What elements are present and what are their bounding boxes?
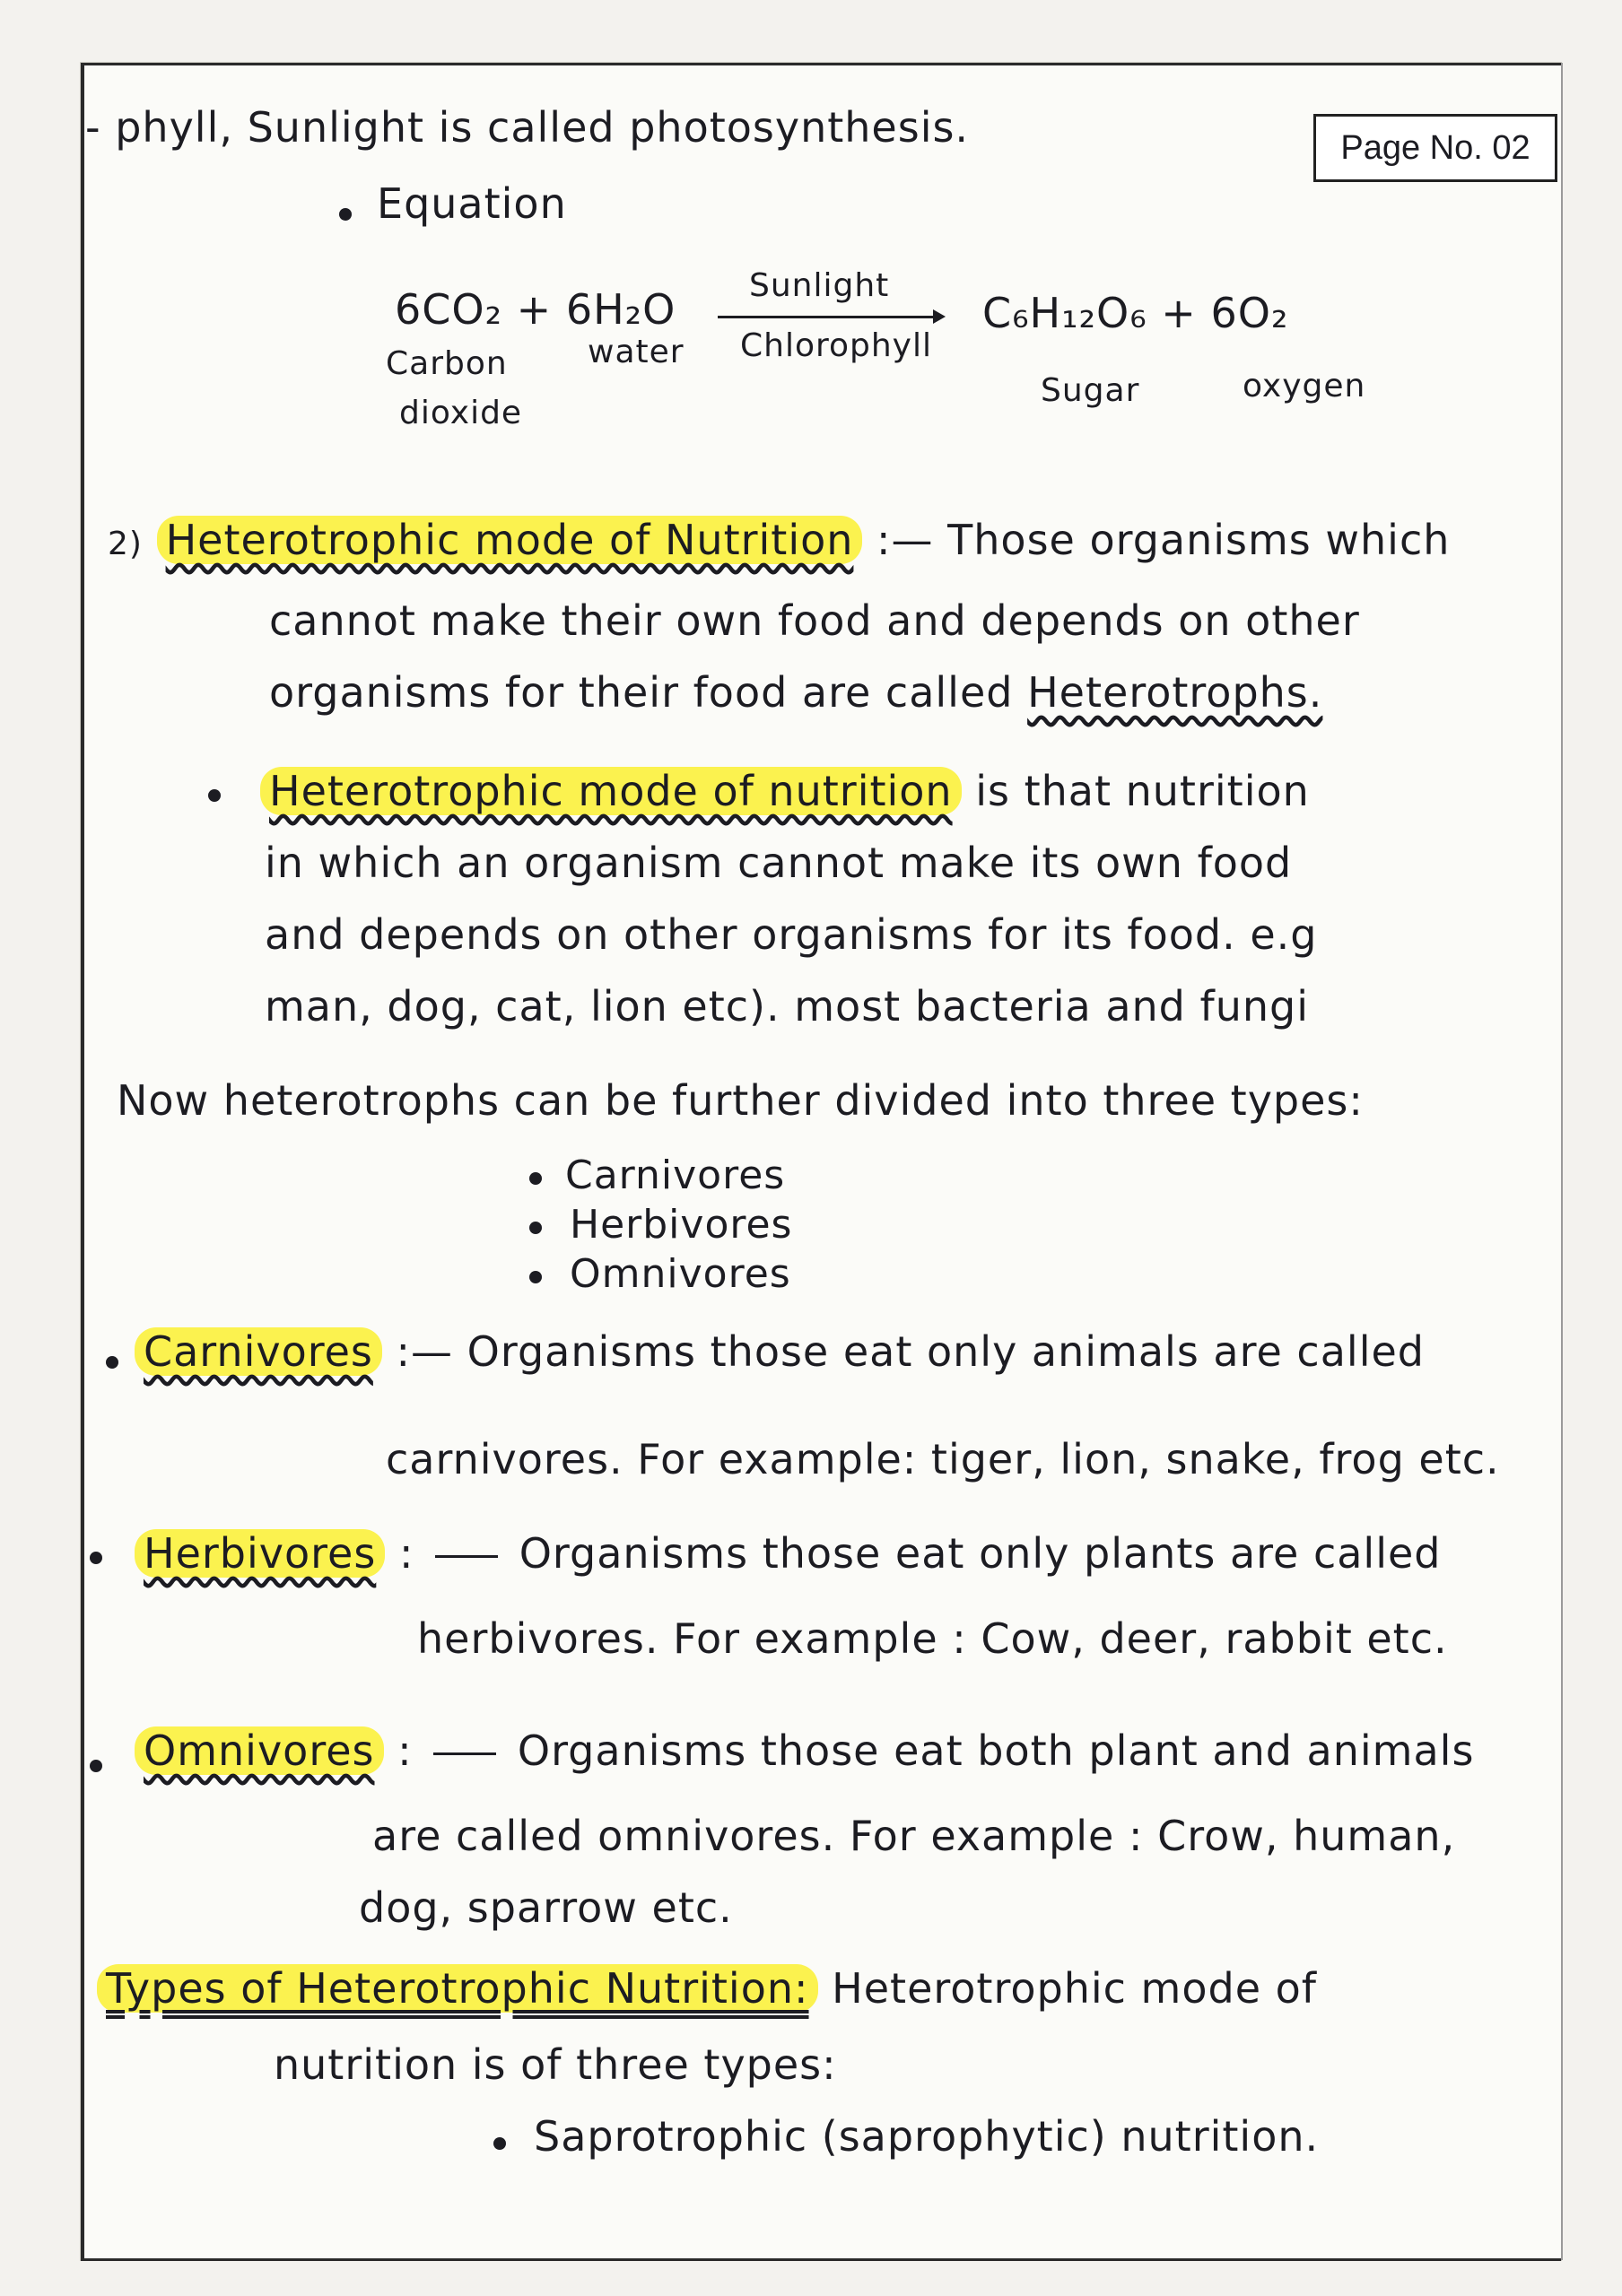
omnivores-line1 xyxy=(135,1726,1474,1775)
bullet xyxy=(529,1271,542,1283)
heterotrophic-line2: cannot make their own food and depends on other xyxy=(269,596,1360,645)
definition-line1 xyxy=(260,767,1310,815)
herbivores-arrow xyxy=(435,1555,498,1558)
omnivores-line2: are called omnivores. For example : Crow, human, xyxy=(372,1812,1456,1860)
omnivores-line3: dog, sparrow etc. xyxy=(359,1883,733,1932)
heading-separator: :— xyxy=(876,516,934,564)
definition-line2: in which an organism cannot make its own food xyxy=(265,839,1293,887)
carnivores-term: Carnivores xyxy=(135,1327,382,1376)
types-intro: Now heterotrophs can be further divided into three types: xyxy=(117,1076,1364,1125)
bullet xyxy=(106,1356,118,1369)
equation-reactants: 6CO₂ + 6H₂O xyxy=(395,285,676,334)
definition-line3: and depends on other organisms for its food. e.g xyxy=(265,910,1318,959)
herbivores-def: Organisms those eat only plants are called xyxy=(519,1529,1442,1578)
page-border-bottom xyxy=(81,2258,1561,2261)
bullet xyxy=(529,1172,542,1185)
water-label: water xyxy=(588,334,685,370)
bullet xyxy=(493,2137,506,2150)
carnivores-sep: :— xyxy=(396,1327,454,1376)
equation-products: C₆H₁₂O₆ + 6O₂ xyxy=(982,289,1289,337)
page-border-left xyxy=(81,63,84,2260)
heterotrophs-term: Heterotrophs. xyxy=(1027,668,1323,717)
page-number-box: Page No. 02 xyxy=(1313,114,1557,182)
bullet xyxy=(529,1222,542,1234)
page-border-top xyxy=(81,63,1561,65)
herbivores-line2: herbivores. For example : Cow, deer, rabbit etc. xyxy=(417,1614,1448,1663)
sugar-label: Sugar xyxy=(1041,372,1140,409)
heterotrophic-line3-text: organisms for their food are called xyxy=(269,668,1014,717)
type-omnivores: Omnivores xyxy=(570,1251,791,1297)
type-carnivores: Carnivores xyxy=(565,1152,786,1198)
heterotrophic-line1: Those organisms which xyxy=(947,516,1451,564)
definition-line4: man, dog, cat, lion etc). most bacteria and fungi xyxy=(265,982,1309,1031)
condition-chlorophyll: Chlorophyll xyxy=(740,327,932,364)
intro-line: - phyll, Sunlight is called photosynthesis. xyxy=(85,103,970,152)
bullet xyxy=(208,789,221,802)
omnivores-term: Omnivores xyxy=(135,1726,384,1775)
carnivores-def: Organisms those eat only animals are called xyxy=(467,1327,1425,1376)
definition-term: Heterotrophic mode of nutrition xyxy=(260,767,962,815)
heterotrophic-line3 xyxy=(269,668,1322,717)
dioxide-label: dioxide xyxy=(399,395,523,431)
herbivores-sep: : xyxy=(398,1529,414,1578)
definition-line1-suffix: is that nutrition xyxy=(975,767,1310,815)
carbon-label: Carbon xyxy=(386,345,508,382)
bullet xyxy=(90,1552,102,1564)
oxygen-label: oxygen xyxy=(1243,368,1366,404)
omnivores-sep: : xyxy=(397,1726,413,1775)
equation-heading: Equation xyxy=(377,179,567,228)
bullet xyxy=(90,1760,102,1772)
types-nutrition-item1: Saprotrophic (saprophytic) nutrition. xyxy=(534,2112,1320,2161)
herbivores-line1 xyxy=(135,1529,1442,1578)
types-nutrition-line2: nutrition is of three types: xyxy=(274,2040,837,2089)
carnivores-line1 xyxy=(135,1327,1425,1376)
condition-sunlight: Sunlight xyxy=(749,267,890,304)
herbivores-term: Herbivores xyxy=(135,1529,385,1578)
heterotrophic-title: Heterotrophic mode of Nutrition xyxy=(157,516,863,564)
bullet xyxy=(339,208,352,221)
type-herbivores: Herbivores xyxy=(570,1202,793,1248)
carnivores-line2: carnivores. For example: tiger, lion, snake, frog etc. xyxy=(386,1435,1500,1483)
omnivores-def: Organisms those eat both plant and animals xyxy=(517,1726,1475,1775)
page-border-right xyxy=(1561,63,1563,2260)
omnivores-arrow xyxy=(433,1752,496,1755)
types-nutrition-line1 xyxy=(97,1964,1317,2013)
section-number: 2) xyxy=(108,526,143,562)
reaction-arrow xyxy=(718,316,942,318)
types-nutrition-suffix: Heterotrophic mode of xyxy=(832,1964,1317,2013)
heterotrophic-heading xyxy=(108,516,1450,564)
types-nutrition-term: Types of Heterotrophic Nutrition: xyxy=(97,1964,818,2013)
